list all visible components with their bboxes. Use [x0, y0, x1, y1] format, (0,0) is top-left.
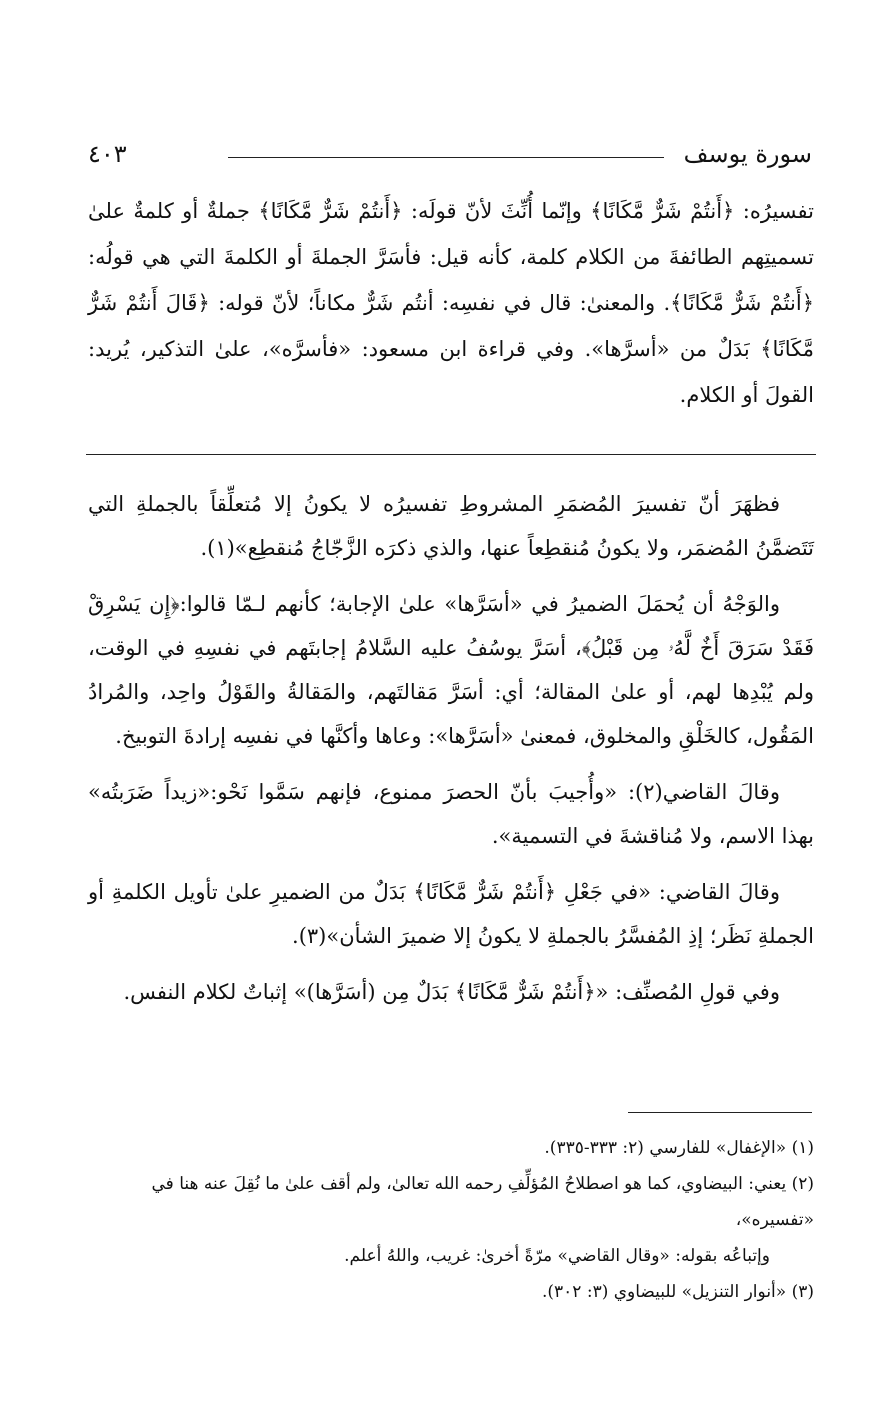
commentary-paragraph-4: وقالَ القاضي: «في جَعْلِ ﴿أَنتُمْ شَرٌّ مَّكَانًا﴾ بَدَلٌ من الضميرِ علىٰ تأويل الكلمةِ أو الجملةِ نَظَر؛ إذِ المُفسَّرُ بالجملةِ لا يكونُ إلا ضميرَ الشأن»(٣). [88, 880, 814, 948]
header-rule [228, 157, 664, 158]
quoted-text-block [88, 188, 814, 418]
footnote-3: (٣) «أنوار التنزيل» للبيضاوي (٣: ٣٠٢). [541, 1282, 814, 1302]
footnotes [88, 1130, 814, 1310]
quoted-paragraph: تفسيرُه: ﴿أَنتُمْ شَرٌّ مَّكَانًا﴾ وإنّما أُنِّثَ لأنّ قولَه: ﴿أَنتُمْ شَرٌّ مَّكَانًا﴾ جملةٌ أو كلمةٌ علىٰ تسميتِهم الطائفةَ من الكلام كلمة، كأنه قيل: فأسَرَّ الجملةَ أو الكلمةَ التي هي قولُه: ﴿أَنتُمْ شَرٌّ مَّكَانًا﴾. والمعنىٰ: قال في نفسِه: أنتُم شَرٌّ مكاناً؛ لأنّ قوله: ﴿قَالَ أَنتُمْ شَرٌّ مَّكَانًا﴾ بَدَلٌ من «أسرَّها». وفي قراءة ابن مسعود: «فأسرَّه»، علىٰ التذكير، يُريد: القولَ أو الكلام. [88, 199, 814, 407]
page-number: ٤٠٣ [88, 140, 127, 168]
commentary-paragraph-2: والوَجْهُ أن يُحمَلَ الضميرُ في «أسَرَّها» علىٰ الإجابة؛ كأنهم لـمّا قالوا:﴿إِن يَسْرِقْ فَقَدْ سَرَقَ أَخٌ لَّهُۥ مِن قَبْلُ﴾، أسَرَّ يوسُفُ عليه السَّلامُ إجابتَهم في نفسِهِ في الوقت، ولم يُبْدِها لهم، أو علىٰ المقالة؛ أي: أسَرَّ مَقالتَهم، والمَقالةُ والقَوْلُ واحِد، والمُرادُ المَقُول، كالخَلْقِ والمخلوق، فمعنىٰ «أسَرَّها»: وعاها وأكنَّها في نفسِه إرادةَ التوبيخ. [88, 592, 814, 748]
commentary-paragraph-3: وقالَ القاضي(٢): «وأُجيبَ بأنّ الحصرَ ممنوع، فإنهم سَمَّوا نَحْو:«زيداً ضَرَبتُه» بهذا الاسم، ولا مُناقشةَ في التسمية». [88, 780, 814, 848]
footnote-2-continuation: وإتباعُه بقوله: «وقال القاضي» مرّةً أخرىٰ: غريب، واللهُ أعلم. [344, 1246, 770, 1266]
commentary-block [88, 482, 814, 1026]
footnote-2: (٢) يعني: البيضاوي، كما هو اصطلاحُ المُؤلِّفِ رحمه الله تعالىٰ، ولم أقف علىٰ ما نُقِلَ عنه هنا في «تفسيره»، [151, 1174, 814, 1230]
footnote-1: (١) «الإغفال» للفارسي (٢: ٣٣٣-٣٣٥). [544, 1138, 814, 1158]
surah-title: سورة يوسف [683, 140, 812, 168]
section-divider [86, 454, 816, 455]
commentary-paragraph-5: وفي قولِ المُصنِّف: «﴿أَنتُمْ شَرٌّ مَّكَانًا﴾ بَدَلٌ مِن (أسَرَّها)» إثباتٌ لكلام النفس. [123, 980, 780, 1004]
commentary-paragraph-1: فظهَرَ أنّ تفسيرَ المُضمَرِ المشروطِ تفسيرُه لا يكونُ إلا مُتعلِّقاً بالجملةِ التي تَتَضمَّنُ المُضمَر، ولا يكونُ مُنقطِعاً عنها، والذي ذكرَه الزَّجّاجُ مُنقطِع»(١). [88, 492, 814, 560]
page-header [88, 137, 812, 177]
footnote-separator [628, 1112, 812, 1113]
